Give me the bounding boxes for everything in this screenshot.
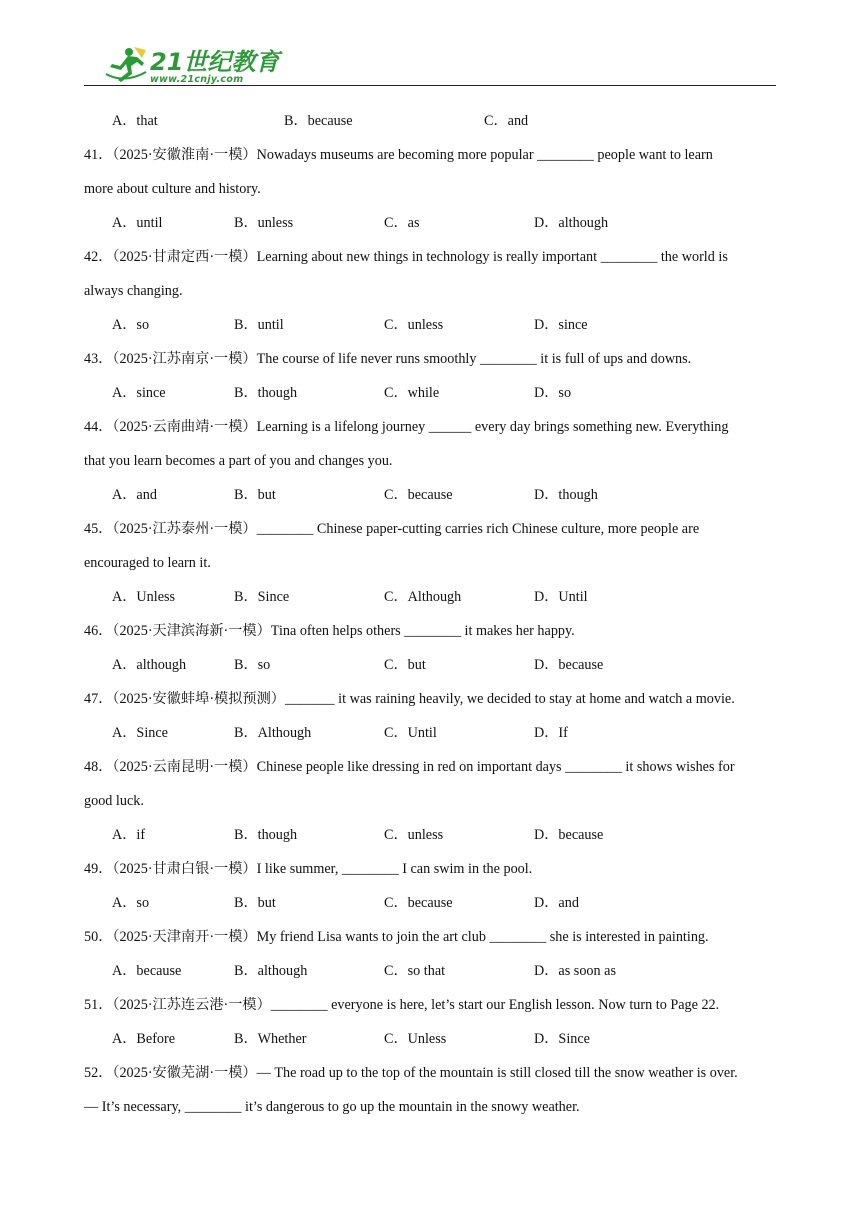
option: C．unless [384,827,444,843]
option: D．so [534,385,572,401]
option-row [84,648,776,682]
option-row [84,1022,776,1056]
question-stem-continued: always changing. [84,283,183,299]
option: D．though [534,487,598,503]
question-stem-continued: more about culture and history. [84,181,261,197]
option: C．so that [384,963,446,979]
question-list [84,104,776,1124]
option: D．as soon as [534,963,616,979]
option: A．Unless [112,589,176,605]
question-stem-continued: encouraged to learn it. [84,555,211,571]
option: C．Unless [384,1031,447,1047]
option: D．Until [534,589,588,605]
option: B．although [234,963,308,979]
option-row [84,954,776,988]
option: C．as [384,215,420,231]
question-stem: 42．（2025·甘肃定西·一模）Learning about new things in technology is really important ________ the world is [84,249,728,265]
question-stem-continued: good luck. [84,793,144,809]
question [84,614,776,682]
question-stem: 49．（2025·甘肃白银·一模）I like summer, ________ I can swim in the pool. [84,861,533,877]
option: C．unless [384,317,444,333]
question [84,988,776,1056]
option: B．Since [234,589,290,605]
question [84,342,776,410]
option: D．since [534,317,588,333]
header-divider [84,85,776,86]
question-stem: 44．（2025·云南曲靖·一模）Learning is a lifelong journey ______ every day brings something new. Everything [84,419,729,435]
question-stem: 52．（2025·安徽芜湖·一模）— The road up to the top of the mountain is still closed till the snow weather is over. [84,1065,738,1081]
option: A．Before [112,1031,176,1047]
question [84,138,776,240]
option: C．because [384,895,453,911]
option-row [84,818,776,852]
question-stem: 50．（2025·天津南开·一模）My friend Lisa wants to join the art club ________ she is interested in painting. [84,929,709,945]
question [84,410,776,512]
question [84,1056,776,1124]
option: C．and [484,113,529,129]
option-row [84,716,776,750]
question-stem: 47．（2025·安徽蚌埠·模拟预测）_______ it was raining heavily, we decided to stay at home and watch a movie. [84,691,735,707]
logo [104,42,279,84]
question-stem-continued: that you learn becomes a part of you and changes you. [84,453,393,469]
runner-logo-icon [104,44,148,84]
question [84,512,776,614]
question [84,750,776,852]
option: D．because [534,827,604,843]
option: A．if [112,827,146,843]
question-stem: 46．（2025·天津滨海新·一模）Tina often helps others ________ it makes her happy. [84,623,575,639]
option-row [84,104,776,138]
option: B．but [234,487,276,503]
option: A．so [112,895,150,911]
option: A．although [112,657,187,673]
option: B．because [284,113,353,129]
logo-url: www.21cnjy.com [150,73,244,85]
option: D．and [534,895,579,911]
question [84,240,776,342]
option-row [84,376,776,410]
option-row [84,206,776,240]
question-stem: 41．（2025·安徽淮南·一模）Nowadays museums are becoming more popular ________ people want to learn [84,147,713,163]
question [84,920,776,988]
option: A．since [112,385,166,401]
question-stem: 48．（2025·云南昆明·一模）Chinese people like dressing in red on important days ________ it shows wishes for [84,759,735,775]
option: D．If [534,725,568,741]
option: D．Since [534,1031,590,1047]
option: B．so [234,657,271,673]
option: C．Until [384,725,437,741]
option: B．unless [234,215,294,231]
option: B．Although [234,725,312,741]
option: A．that [112,113,158,129]
option: C．Although [384,589,462,605]
option: B．until [234,317,284,333]
page-header [84,40,776,86]
option: A．so [112,317,150,333]
question-stem: 43．（2025·江苏南京·一模）The course of life never runs smoothly ________ it is full of ups and downs. [84,351,692,367]
question [84,852,776,920]
option-row [84,580,776,614]
option: D．because [534,657,604,673]
question-stem: 45．（2025·江苏泰州·一模）________ Chinese paper-cutting carries rich Chinese culture, more people are [84,521,700,537]
question-stem: 51．（2025·江苏连云港·一模）________ everyone is here, let’s start our English lesson. Now turn to Page 22. [84,997,720,1013]
option: A．and [112,487,157,503]
option: C．because [384,487,453,503]
option-row [84,886,776,920]
option-row [84,478,776,512]
option: A．Since [112,725,168,741]
option: C．while [384,385,440,401]
question-stem-continued: — It’s necessary, ________ it’s dangerous to go up the mountain in the snowy weather. [84,1099,580,1115]
option: B．Whether [234,1031,307,1047]
question [84,682,776,750]
option: C．but [384,657,426,673]
option: A．until [112,215,163,231]
option: D．although [534,215,609,231]
option: B．though [234,827,298,843]
option: B．though [234,385,298,401]
option: A．because [112,963,182,979]
logo-title: 21世纪教育 [150,47,280,76]
option: B．but [234,895,276,911]
option-row [84,308,776,342]
